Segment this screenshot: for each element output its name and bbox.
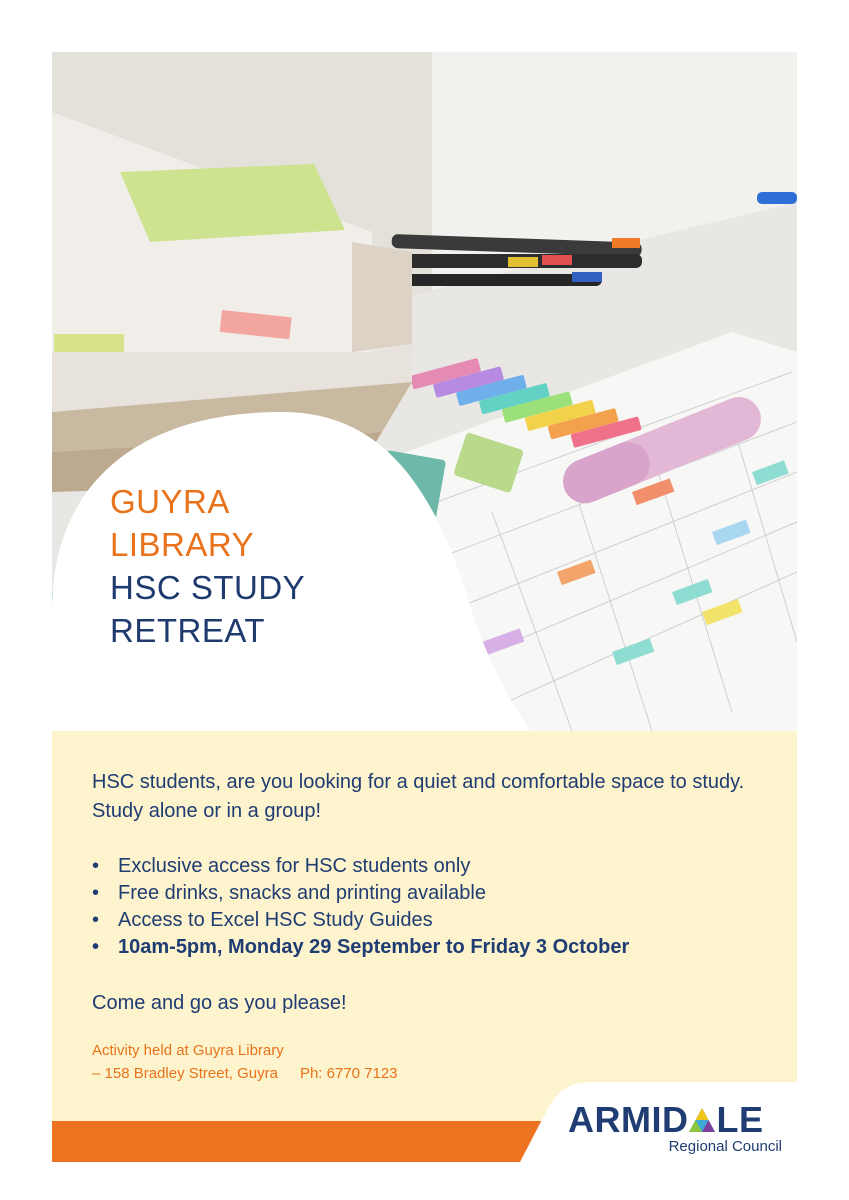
venue-address: – 158 Bradley Street, Guyra	[92, 1065, 278, 1082]
list-item: • Access to Excel HSC Study Guides	[92, 907, 772, 934]
logo-panel	[52, 52, 797, 1162]
triangle-a-icon	[688, 1106, 716, 1134]
title-line-4: RETREAT	[110, 612, 266, 649]
list-item-dates: • 10am-5pm, Monday 29 September to Friday 3 October	[92, 934, 772, 961]
title-line-1: GUYRA	[110, 483, 230, 520]
venue-phone: Ph: 6770 7123	[299, 1065, 398, 1082]
poster	[52, 52, 797, 1162]
logo-wordmark: ARMID LE	[568, 1099, 764, 1140]
list-item: • Exclusive access for HSC students only	[92, 853, 772, 880]
closing-text: Come and go as you please!	[92, 992, 347, 1014]
title-line-2: LIBRARY	[110, 526, 255, 563]
intro-text: HSC students, are you looking for a quiet and comfortable space to study. Study alone or in a group!	[92, 771, 745, 822]
logo-subtitle: Regional Council	[668, 1138, 782, 1155]
list-item: • Free drinks, snacks and printing available	[92, 880, 772, 907]
venue-line-1: Activity held at Guyra Library	[92, 1042, 284, 1059]
title-line-3: HSC STUDY	[110, 569, 306, 606]
armidale-logo	[568, 1100, 788, 1155]
